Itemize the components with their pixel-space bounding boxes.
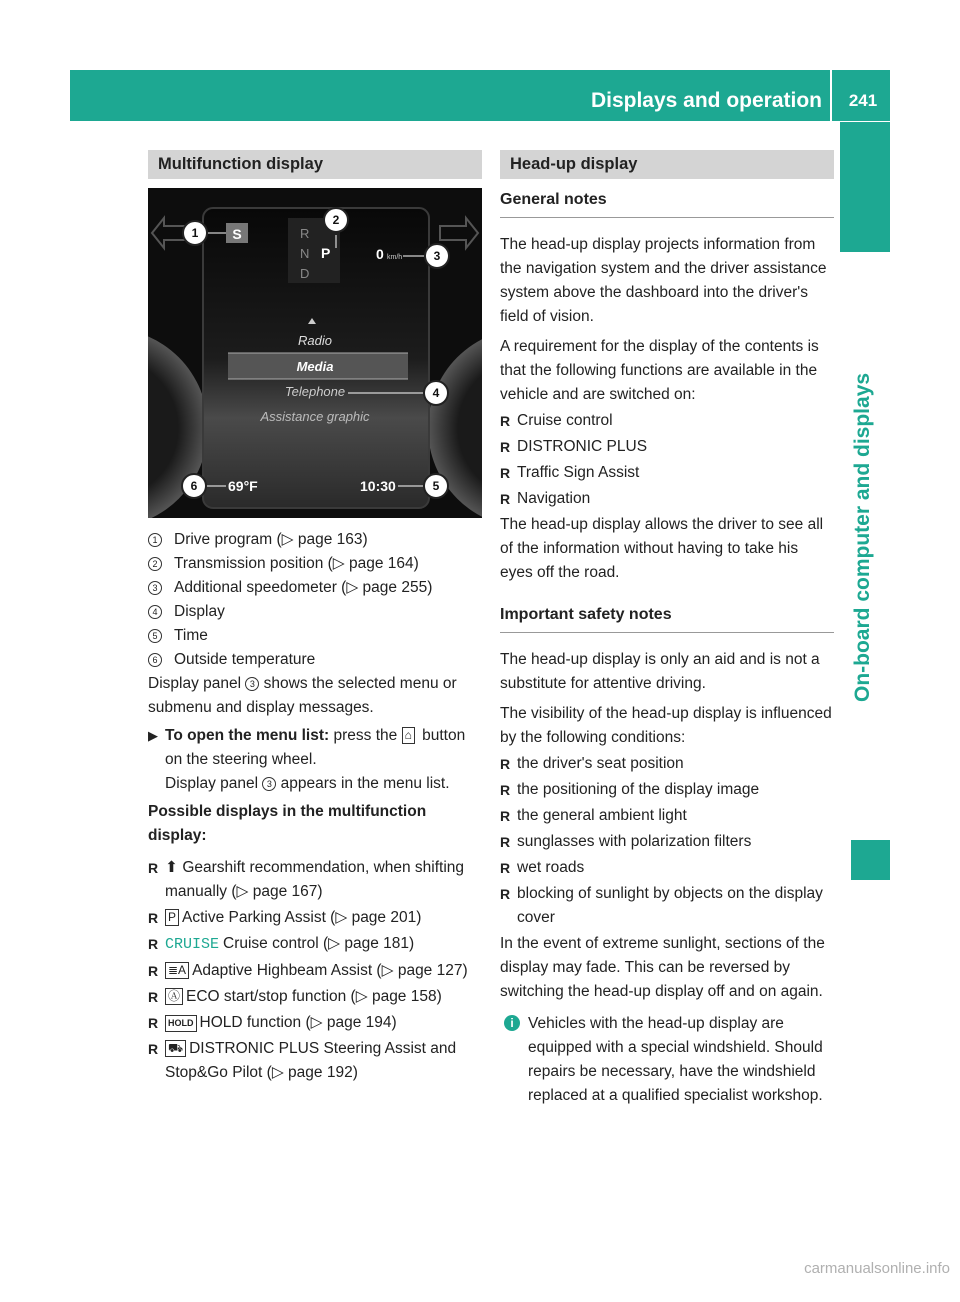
callout-1-label: 1 — [191, 226, 199, 240]
list-item: R wet roads — [500, 859, 585, 876]
instruction-label: To open the menu list: — [165, 727, 330, 744]
list-item: R ⛟ DISTRONIC PLUS Steering Assist and Stop&Go Pilot (▷ page 192) — [148, 1040, 457, 1081]
legend-text: Display — [174, 603, 225, 620]
legend-text: Transmission position (▷ page 164) — [174, 555, 419, 572]
legend-text: Additional speedometer (▷ page 255) — [174, 579, 433, 596]
list-item: R CRUISE Cruise control (▷ page 181) — [148, 935, 415, 953]
callout-3-label: 3 — [433, 249, 441, 263]
info-icon: i — [504, 1015, 520, 1031]
step-arrow-icon: ▶ — [148, 728, 158, 743]
legend-text: Time — [174, 627, 208, 644]
steering-assist-icon: ⛟ — [165, 1040, 186, 1057]
outside-temp: 69°F — [228, 478, 258, 494]
side-tab — [840, 122, 890, 252]
gear-d: D — [300, 266, 310, 281]
gear-n: N — [300, 246, 310, 261]
subheading-general-notes: General notes — [500, 188, 834, 218]
paragraph: The head-up display allows the driver to see all of the information without having to take his eyes off the road. — [500, 516, 824, 581]
section-title-headup: Head-up display — [500, 150, 834, 179]
legend-number: 6 — [148, 653, 162, 667]
legend-text: Outside temperature — [174, 651, 316, 668]
menu-item-assistance: Assistance graphic — [260, 409, 370, 424]
callout-6-label: 6 — [190, 479, 198, 493]
list-item: R Cruise control — [500, 412, 613, 429]
inline-callout: 3 — [262, 777, 276, 791]
list-item: R the general ambient light — [500, 807, 687, 824]
page-number: 241 — [848, 91, 878, 110]
legend-text: Drive program (▷ page 163) — [174, 531, 368, 548]
list-item: R Navigation — [500, 490, 591, 507]
paragraph: The visibility of the head-up display is influenced by the following conditions: — [500, 705, 832, 746]
menu-item-telephone: Telephone — [284, 384, 346, 399]
possible-displays-heading: Possible displays in the multifunction display: — [148, 803, 427, 844]
home-icon: ⌂ — [402, 727, 415, 744]
legend-item — [148, 552, 482, 576]
legend-item — [148, 600, 482, 624]
watermark: carmanualsonline.info — [804, 1260, 950, 1277]
drive-program-label: S — [232, 226, 242, 242]
instruction-step: ▶ To open the menu list: press the ⌂ button on the steering wheel. Display panel 3 appears in the menu list. — [148, 724, 482, 796]
inline-callout: 3 — [245, 677, 259, 691]
subheading-safety-notes: Important safety notes — [500, 603, 834, 633]
paragraph: The head-up display projects information from the navigation system and the driver assistance system above the dashboard into the driver's field of vision. — [500, 236, 827, 325]
info-text: Vehicles with the head-up display are equipped with a special windshield. Should repairs be necessary, have the windshield replaced at a qualified specialist workshop. — [528, 1015, 823, 1104]
legend-number: 4 — [148, 605, 162, 619]
list-item: R the positioning of the display image — [500, 781, 760, 798]
list-item: R DISTRONIC PLUS — [500, 438, 648, 455]
list-item: R ⬆ Gearshift recommendation, when shifting manually (▷ page 167) — [148, 859, 465, 900]
instrument-cluster-image — [148, 188, 482, 518]
list-item: R HOLD HOLD function (▷ page 194) — [148, 1014, 397, 1031]
parking-icon: P — [165, 909, 179, 926]
list-item: R P Active Parking Assist (▷ page 201) — [148, 909, 422, 926]
eco-icon: Ⓐ — [165, 988, 183, 1005]
right-column — [500, 150, 834, 1108]
legend-number: 5 — [148, 629, 162, 643]
section-title-multifunction: Multifunction display — [148, 150, 482, 179]
list-item: R ≣A Adaptive Highbeam Assist (▷ page 127) — [148, 962, 468, 979]
list-item: R Ⓐ ECO start/stop function (▷ page 158) — [148, 988, 442, 1005]
callout-4-label: 4 — [432, 386, 440, 400]
speed-unit: km/h — [387, 254, 403, 261]
cluster-svg — [148, 188, 482, 518]
legend-item — [148, 648, 482, 672]
legend-item — [148, 528, 482, 552]
side-marker — [851, 840, 890, 880]
paragraph: A requirement for the display of the contents is that the following functions are available in the vehicle and are switched on: — [500, 338, 819, 403]
legend-item — [148, 576, 482, 600]
list-item: R sunglasses with polarization filters — [500, 833, 752, 850]
callout-5-label: 5 — [432, 479, 440, 493]
legend-number: 3 — [148, 581, 162, 595]
hold-icon: HOLD — [165, 1015, 197, 1032]
highbeam-icon: ≣A — [165, 962, 189, 979]
paragraph: In the event of extreme sunlight, sections of the display may fade. This can be reversed by switching the head-up display off and on again. — [500, 935, 825, 1000]
requirement-list — [500, 409, 834, 511]
left-column — [148, 150, 482, 1087]
speed-value: 0 — [376, 246, 384, 262]
paragraph: The head-up display is only an aid and is not a substitute for attentive driving. — [500, 651, 820, 692]
legend-list — [148, 528, 482, 672]
menu-item-radio: Radio — [298, 333, 332, 348]
conditions-list — [500, 752, 834, 930]
gear-p: P — [321, 245, 331, 261]
list-item: R Traffic Sign Assist — [500, 464, 640, 481]
cruise-icon: CRUISE — [165, 936, 220, 953]
info-note — [500, 1012, 834, 1108]
menu-item-media: Media — [296, 359, 334, 374]
header-title: Displays and operation — [590, 89, 822, 112]
header-divider — [830, 70, 832, 121]
list-item: R blocking of sunlight by objects on the display cover — [500, 885, 823, 926]
legend-number: 2 — [148, 557, 162, 571]
display-panel-paragraph: Display panel 3 shows the selected menu or submenu and display messages. — [148, 675, 457, 716]
legend-item — [148, 624, 482, 648]
clock-time: 10:30 — [360, 478, 396, 494]
gearshift-icon: ⬆ — [165, 859, 178, 876]
side-tab-label: On-board computer and displays — [851, 372, 874, 702]
gear-r: R — [300, 226, 310, 241]
callout-2-label: 2 — [332, 213, 340, 227]
legend-number: 1 — [148, 533, 162, 547]
list-item: R the driver's seat position — [500, 755, 684, 772]
display-bullets — [148, 856, 482, 1085]
